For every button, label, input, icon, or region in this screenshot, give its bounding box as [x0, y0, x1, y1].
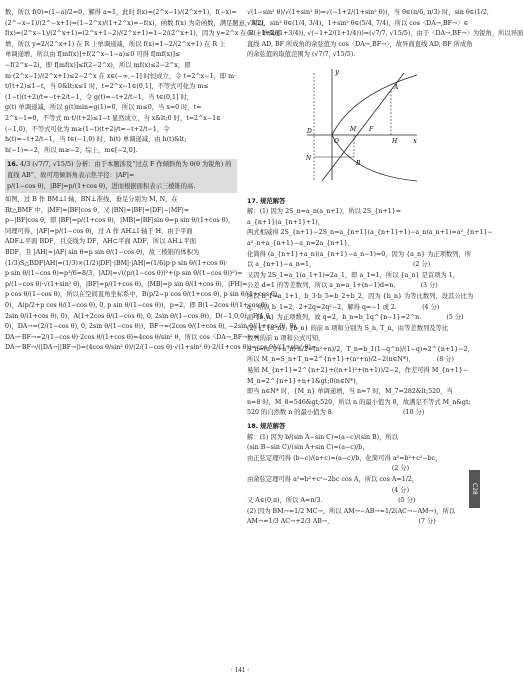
label-d: D	[307, 127, 312, 135]
q18-tag: 规范解答	[260, 423, 286, 431]
text-line: (sin B−sin C)/(sin A+sin C)=(a−c)/b，	[247, 444, 369, 452]
text-line: 增，所以 y=2/(2^x+1) 在 R 上单调递减，所以 f(x)=1−2/(2^x+1) 在 R 上	[5, 40, 226, 48]
text-line: DA→·BF→/(|DA→||BF→|)=(4cos θ/sin² θ)/(2/(1−cos θ)·√(1+sin² θ)·2/(1+cos θ))=cos θ/√(1+sin² θ)=	[5, 344, 317, 352]
text-line: (1/3)S△BDF|AH|=(1/3)×(1/2)|DF|·|BM|·|AH|=(1/6)p·p sin θ/(1+cos θ)·	[5, 259, 228, 267]
label-n: N	[306, 154, 312, 162]
text-line: g(t) 单调递减，所以 g(t)min=g(1)=0，所以 m≤0，当 x=0 时，t=	[5, 104, 202, 112]
label-y: y	[335, 67, 339, 76]
page-number: · 141 ·	[230, 666, 250, 674]
text-line: f(x)=(2^x−1)/(2^x+1)=(2^x+1−2)/(2^x+1)=1−2/(2^x+1)，因为 y=2^x 在 R 上单调递	[5, 30, 281, 38]
text-line: 即当 n∈N* 时，{M_n} 单调递增，当 n=7 时，M_7=282&lt;520，当	[247, 388, 453, 396]
parabola-figure	[292, 65, 422, 183]
text-line: h(−1)=−2，所以 m≥−2，综上，m∈[−2,0].	[5, 146, 138, 154]
text-line: 单调递增，所以由 f[mf(x)]+f(2^x−1−a)≤0 可得 f[mf(x)]≤	[5, 51, 181, 59]
label-m: M	[350, 125, 357, 133]
text-line: 2^x−1=0，不等式 m·t/(t+2)≤1−t 显然成立，当 x&lt;0 时，t=2^x−1∈	[5, 114, 221, 122]
text-line: 0)，A(p/2+p cos θ/(1−cos θ), 0, p sin θ/(1−cos θ))，p=2，即 B(1−2cos θ/(1+cos θ),	[5, 302, 270, 310]
text-line: p cos θ/(1−cos θ)，所以在空间直角坐标系中，B(p/2−p cos θ/(1+cos θ), p sin θ/(1+cos θ),	[5, 291, 280, 299]
text-line: (1−t)(t+2)/t=−t+2/t−1，令 g(t)=−t+2/t−1，当 t∈(0,1] 时，	[5, 93, 194, 101]
text-line: M_n=2^{n+1}+n+1&gt;0(n∈N*)，	[247, 377, 363, 385]
text-line: h(t)=−t+2/t−1，当 t∈(−1,0) 时，h(t) 单调递减，由 h(t)&lt;	[5, 136, 187, 144]
q18-header	[247, 422, 469, 433]
text-line: −f(2^x−2)，即 f[mf(x)]≤f(2−2^x)，所以 mf(x)≤2−2^x，即	[5, 61, 191, 69]
label-o: O	[334, 137, 339, 145]
line-ab	[322, 73, 404, 181]
text-line: 直线 AD, BF 所成角的余弦值为 cos〈DA→,BF→〉，故异面直线 AD, BF 所成角	[247, 40, 473, 48]
text-line: 的余弦值的取值范围为 (√7/7, √15/5).	[247, 51, 356, 59]
text-line: (4 分)	[247, 486, 410, 494]
text-line: AM→=1/3 AC→+2/3 AB→， (7 分)	[247, 518, 436, 526]
text-line: 2sin θ/(1+cos θ), 0)，A(1+2cos θ/(1−cos θ), 0, 2sin θ/(1−cos θ))，D(−1,0,0)，F(1,0,	[5, 312, 272, 320]
text-line: 又因为 2S_1=a_1(a_1+1)=2a_1，即 a_1=1，所以 {a_n} 是首项为 1，	[247, 271, 459, 279]
text-line: 又 A∈(0,π)，所以 A=π/3. (5 分)	[247, 497, 416, 505]
text-line: 解：(1) 因为 b/(sin A−sin C)=(a−c)/(sin B)，所以	[247, 433, 399, 441]
q17-solution	[247, 207, 493, 419]
text-line: S_n=(a_1+a_n)·n/2=(n²+n)/2，T_n=b_1(1−q^n)/(1−q)=2^{n+1}−2，	[247, 345, 474, 353]
text-line: (2) 记 {a_n}, {b_n} 的前 n 项和分别为 S_n, T_n，由等差数列及等比	[247, 324, 449, 332]
text-line: 两式相减得 2S_{n+1}−2S_n=a_{n+1}(a_{n+1}+1)−a_n(a_n+1)=a²_{n+1}−	[247, 229, 493, 237]
text-line: 数，所以 f(0)=(1−a)/2=0，解得 a=1，此时 f(x)=(2^x−1)/(2^x+1)，f(−x)=	[5, 9, 237, 16]
text-line: q，所以 b_1=2，2+2q=2q²−2，解得 q=−1 或 2. (4 分)	[247, 303, 440, 311]
text-line: p/(1−cos θ)·√(1+sin² θ)，|BF|=p/(1+cos θ)，|MB|=p sin θ/(1+cos θ)，|FH|=	[5, 280, 248, 288]
q16-header	[5, 159, 237, 193]
text-line: 如图，过 B 作 BM⊥l 轴，BN⊥准线，垂足分别为 M, N，在	[5, 196, 178, 204]
text-line: m·(2^x−1)/(2^x+1)≤2−2^x 在 x∈(−∞,−1] 时恒成立，令 t=2^x−1，即 m·	[5, 72, 237, 80]
text-line: ADF⊥平面 BDF，且交线为 DF，AH⊂平面 ADF，所以 AH⊥平面	[5, 238, 197, 246]
label-f: F	[369, 125, 374, 133]
q18-number: 18.	[247, 423, 259, 431]
q16-analysis: 分析：由于本题涉及“过点 F 作倾斜角为 θ(θ 为锐角) 的直线 AB”，故可用倾斜角表示焦半径：|AF|=	[7, 161, 232, 179]
text-line: 同理可得，|AF|=p/(1−cos θ)，过 A 作 AH⊥l 轴于 H，由于平面	[5, 227, 193, 235]
text-line: (2) 因为 BM→=1/2 MC→，所以 AM→−AB→=1/2(AC→−AM→)，所以	[247, 507, 456, 515]
text-line: 以 a_{n+1}−a_n=1， (2 分)	[247, 261, 431, 269]
text-line: a_{n+1}(a_{n+1}+1)，	[247, 218, 324, 226]
q16-number: 16.	[7, 161, 19, 169]
label-h: H	[392, 137, 398, 145]
text-line: (2^−x−1)/(2^−x+1)=(1−2^x)/(1+2^x)=−f(x)，函数 f(x) 为奇函数，满足题意，所以	[5, 19, 264, 27]
text-line: a²_n+a_{n+1}−a_n=2a_{n+1}，	[247, 239, 355, 247]
text-line: (−1,0)，不等式可化为 m≥(1−t)(t+2)/t=−t+2/t−1，令	[5, 125, 170, 133]
text-line: 520 的自然数 n 的最小值为 8. (10 分)	[247, 409, 425, 417]
q17-header	[247, 197, 469, 208]
text-line: 所以 b_1=a_1+1，b_3·b_5=b_2+b_2，因为 {b_n} 为等比数列，设其公比为	[247, 292, 474, 300]
text-line: 由余弦定理可得 a²=b²+c²−2bc cos A，所以 cos A=1/2，	[247, 476, 419, 483]
q16-solution-end	[247, 8, 523, 61]
q18-solution	[247, 433, 469, 528]
text-line: (√(−1+2/(1+3/4)), √(−1+2/(1+1/4)))=(√7/7, √15/5)，由于〈DA→,BF→〉为锐角，所以异面	[247, 30, 523, 38]
text-line: 化简得 (a_{n+1}+a_n)(a_{n+1}−a_n−1)=0，因为 {a_n} 为正项数列，所	[247, 250, 472, 258]
text-line: 0)，DA→=(2/(1−cos θ), 0, 2sin θ/(1−cos θ))，BF→=(2cos θ/(1+cos θ), −2sin θ/(1+cos θ), 0)，	[5, 323, 303, 331]
text-line: √3/2)，sin² θ∈(1/4, 3/4)，1+sin² θ∈(5/4, 7/4)，所以 cos〈DA→,BF→〉∈	[247, 19, 469, 27]
label-b: B	[356, 159, 361, 167]
text-line: 由正弦定理可得 (b−c)/(a+c)=(a−c)/b，化简可得 a²=b²+c²−bc，	[247, 454, 442, 462]
text-line: p sin θ/(1−cos θ)=p³/6=8/3，|AD|=√((p/(1−cos θ))²+(p sin θ/(1−cos θ))²)=	[5, 270, 243, 278]
text-line: 解：(1) 因为 2S_n=a_n(a_n+1)，所以 2S_{n+1}=	[247, 208, 402, 216]
text-line: p−|BF|cos θ，即 |BF|=p/(1+cos θ)，|MB|=|BF|sin θ=p sin θ/(1+cos θ)，	[5, 217, 235, 225]
label-a: A	[394, 83, 399, 91]
text-line: √(1−sin² θ)/√(1+sin² θ)=√(−1+2/(1+sin² θ))，当 θ∈(π/6, π/3) 时，sin θ∈(1/2,	[247, 9, 489, 16]
text-line: (2 分)	[247, 465, 410, 473]
text-line: n=8 时，M_8=546&gt;520，所以 n 的最小值为 8，故满足不等式 M_n&gt;	[247, 398, 471, 406]
text-line: 而 {b_n} 为正项数列，故 q=2，b_n=b_1q^{n−1}=2^n. (5 分)	[247, 314, 464, 322]
q15-solution-continued	[5, 8, 281, 156]
q17-number: 17.	[247, 197, 259, 205]
text-line: 公差 d=1 的等差数列，所以 a_n=a_1+(n−1)d=n. (3 分)	[247, 282, 438, 290]
text-line: t/(t+2)≤1−t，当 0&lt;x≤1 时，t=2^x−1∈(0,1]，不等式可化为 m≤	[5, 83, 209, 91]
text-line: DA→·BF→=2/(1−cos θ)·2cos θ/(1+cos θ)=4cos θ/sin² θ，所以 cos〈DA→,BF→〉=	[5, 333, 259, 341]
q16-analysis-line2: p/(1−cos θ)，|BF|=p/(1+cos θ)，进而根据面积表示三棱锥的高.	[7, 182, 196, 190]
q16-answer: 4/3 (√7/7, √15/5)	[20, 161, 74, 169]
parabola-lower	[332, 135, 417, 181]
side-tab: C28	[469, 470, 480, 508]
text-line: 易知 M_{n+1}=2^{n+2}+((n+1)²+(n+1))/2−2，作差可得 M_{n+1}−	[247, 367, 469, 375]
text-line: BDF，且 |AH|=|AF| sin θ=p sin θ/(1−cos θ)，故三棱锥的体积为	[5, 249, 200, 257]
label-x: x	[413, 136, 417, 145]
text-line: 数列的前 n 项和公式可知，	[247, 335, 325, 343]
q17-tag: 规范解答	[260, 197, 286, 205]
text-line: Rt△BMF 中，|MF|=|BF|cos θ，又 |BN|=|BF|=|DF|−|MF|=	[5, 206, 190, 214]
text-line: 所以 M_n=S_n+T_n=2^{n+1}+(n²+n)/2−2(n∈N*)， (8 分)	[247, 356, 454, 364]
parabola-upper	[332, 75, 417, 135]
